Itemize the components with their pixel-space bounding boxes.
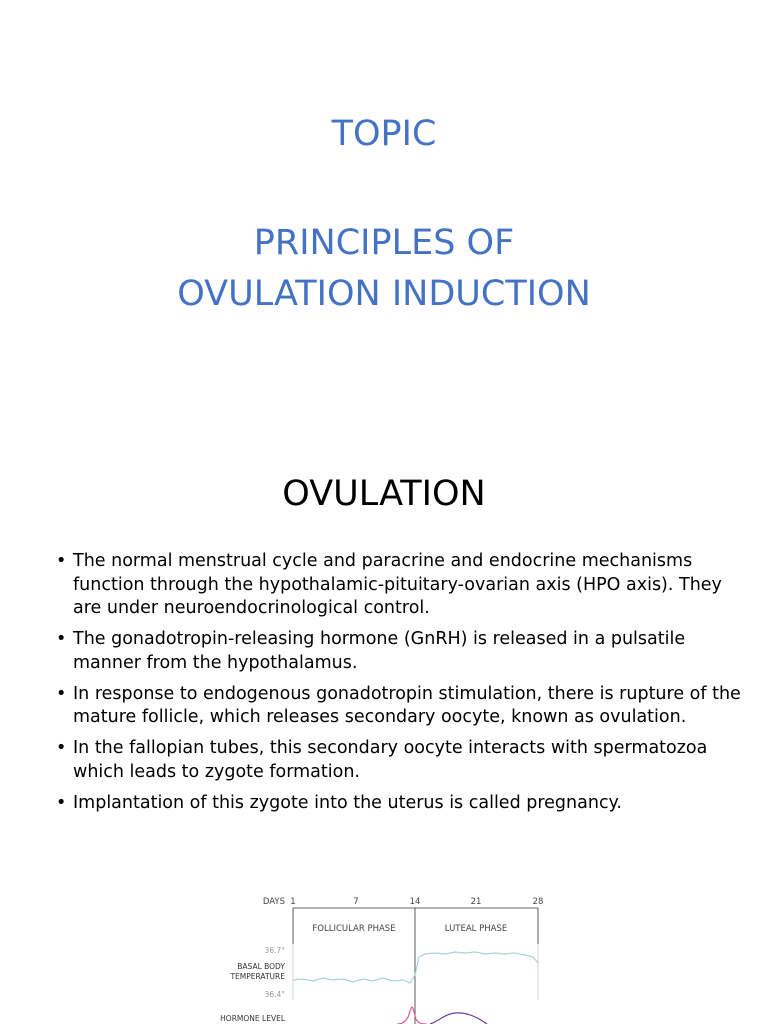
bullet-icon: • — [56, 738, 67, 758]
bullet-text: In the fallopian tubes, this secondary oocyte interacts with spermatozoa which leads to zygote formation. — [73, 738, 708, 782]
bullet-text: Implantation of this zygote into the uterus is called pregnancy. — [73, 792, 622, 813]
bullet-icon: • — [56, 683, 67, 704]
presentation-title — [0, 218, 768, 320]
bullet-icon: • — [56, 792, 67, 813]
progesterone-curve — [430, 1013, 487, 1024]
bullet-item — [56, 683, 746, 730]
day-tick-label: 21 — [470, 897, 482, 907]
bullet-item — [56, 792, 746, 816]
days-label: DAYS — [262, 897, 285, 907]
bullet-icon: • — [56, 629, 67, 649]
luteal-phase-label: LUTEAL PHASE — [444, 924, 508, 934]
follicular-phase-label: FOLLICULAR PHASE — [312, 924, 396, 934]
temp-min-label: 36.4° — [264, 990, 285, 999]
bullet-text: The gonadotropin-releasing hormone (GnRH) is released in a pulsatile manner from the hypothalamus. — [73, 629, 686, 673]
bbt-label-line-1: BASAL BODY — [237, 962, 285, 971]
hormone-level-label: HORMONE LEVEL — [220, 1014, 285, 1023]
day-tick-label: 7 — [353, 897, 359, 907]
cycle-chart-svg — [205, 887, 550, 1024]
title-line-1: PRINCIPLES OF — [253, 223, 515, 263]
title-line-2: OVULATION INDUCTION — [177, 274, 591, 314]
day-tick-label: 14 — [409, 897, 421, 907]
bullet-text: In response to endogenous gonadotropin stimulation, there is rupture of the mature follicle, which releases secondary oocyte, known as ovulation. — [73, 683, 741, 727]
menstrual-cycle-figure — [205, 887, 550, 1024]
lh-curve — [397, 1007, 427, 1024]
slide-heading: OVULATION — [282, 474, 486, 514]
bullet-item — [56, 737, 746, 784]
bullet-icon: • — [56, 551, 67, 571]
temp-max-label: 36.7° — [264, 946, 285, 955]
bbt-curve — [293, 952, 538, 983]
day-tick-label: 1 — [290, 897, 296, 907]
bullet-text: The normal menstrual cycle and paracrine and endocrine mechanisms function through the hypothalamic-pituitary-ovarian axis (HPO axis). They are under neuroendocrinological control. — [73, 551, 722, 618]
bullet-item — [56, 550, 746, 621]
bbt-label-line-2: TEMPERATURE — [230, 972, 285, 981]
bullet-list — [56, 550, 746, 823]
topic-label: TOPIC — [331, 114, 437, 154]
title-slide — [0, 0, 768, 430]
bullet-item — [56, 628, 746, 675]
day-tick-label: 28 — [532, 897, 544, 907]
